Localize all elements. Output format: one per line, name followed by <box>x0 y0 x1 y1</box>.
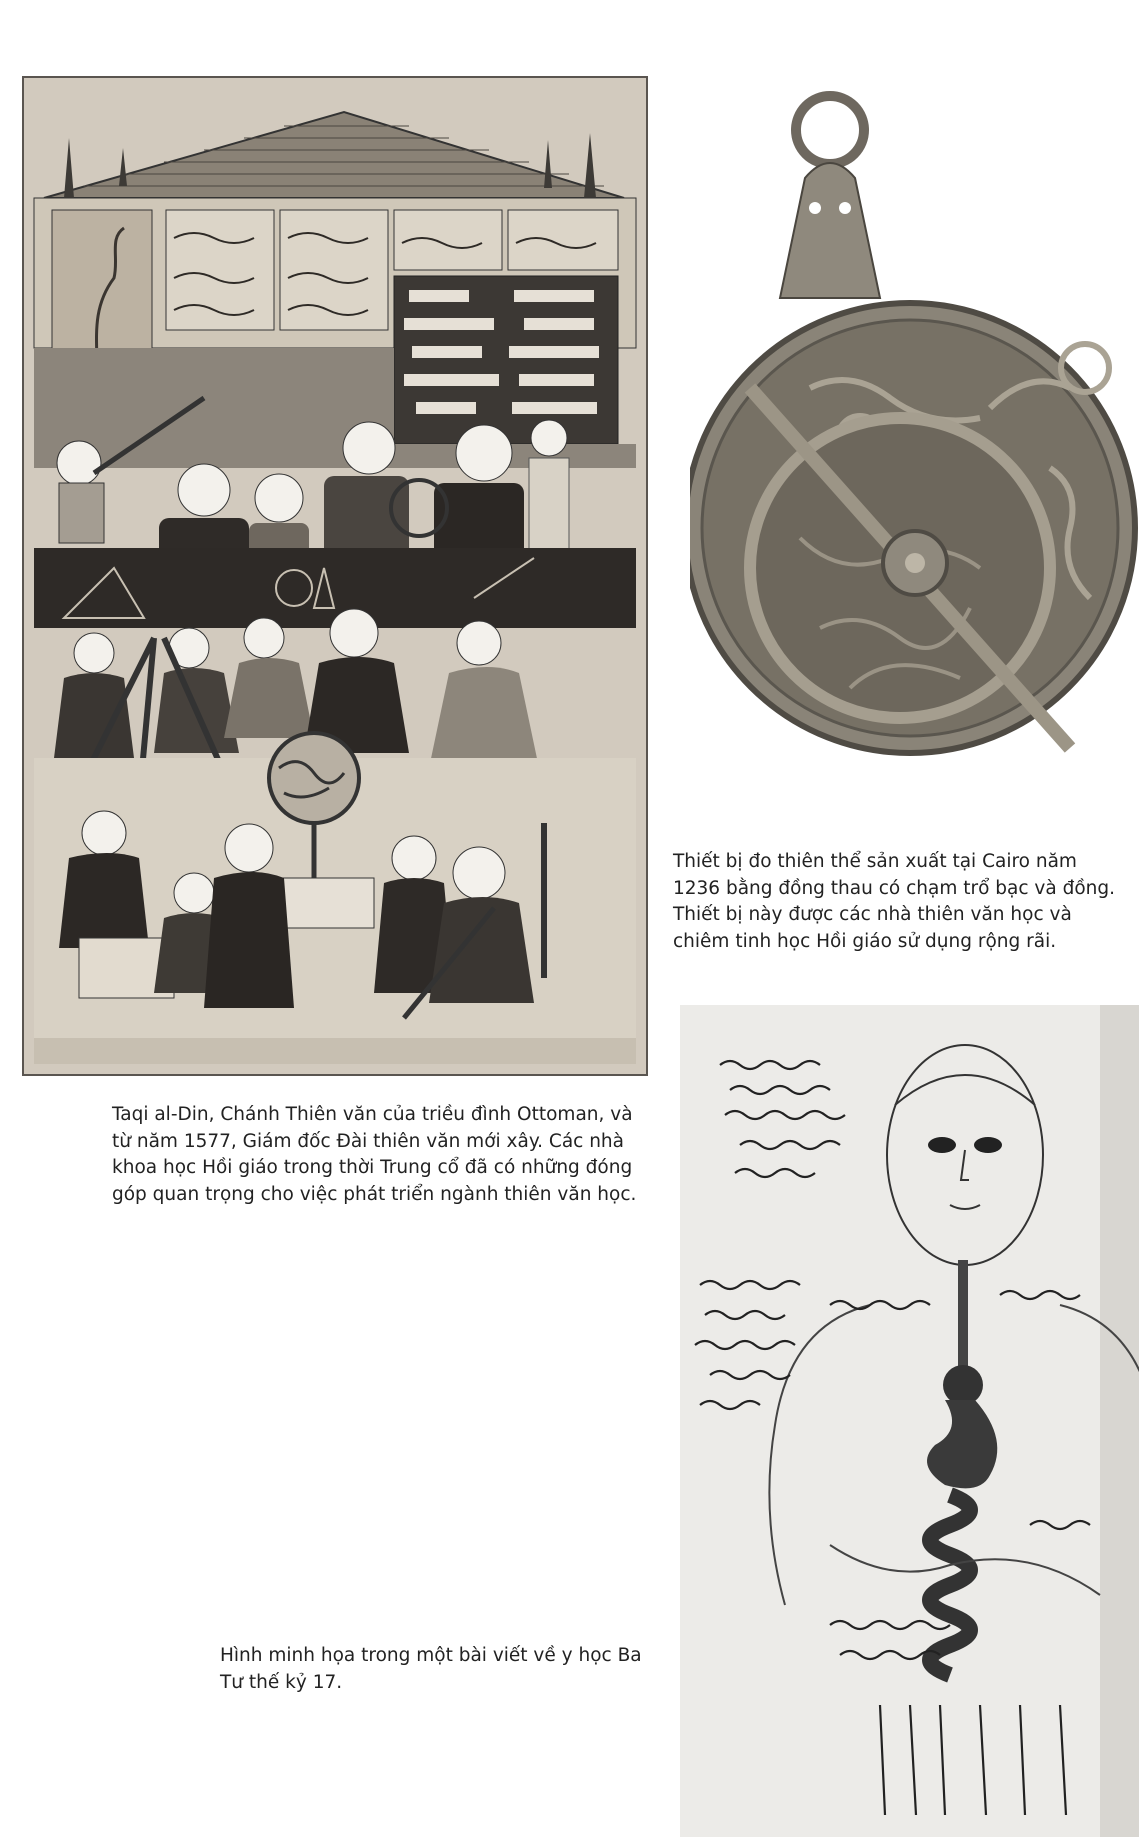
astrolabe-drawing <box>690 88 1139 818</box>
observatory-miniature-drawing <box>24 78 646 1074</box>
anatomy-manuscript-drawing <box>680 1005 1139 1837</box>
observatory-miniature-image <box>22 76 648 1076</box>
astrolabe-image <box>690 88 1139 818</box>
astrolabe-caption: Thiết bị đo thiên thể sản xuất tại Cairo năm 1236 bằng đồng thau có chạm trổ bạc và đồng. Thiết bị này được các nhà thiên văn học và chiêm tinh học Hồi giáo sử dụng rộng rãi. <box>673 851 1115 952</box>
miniature-caption: Taqi al-Din, Chánh Thiên văn của triều đình Ottoman, và từ năm 1577, Giám đốc Đài thiên văn mới xây. Các nhà khoa học Hồi giáo trong thời Trung cổ đã có những đóng góp quan trọng cho việc phát triển ngành thiên văn học. <box>112 1104 637 1205</box>
manuscript-caption: Hình minh họa trong một bài viết về y học Ba Tư thế kỷ 17. <box>220 1645 642 1693</box>
persian-anatomy-manuscript-image <box>680 1005 1139 1837</box>
